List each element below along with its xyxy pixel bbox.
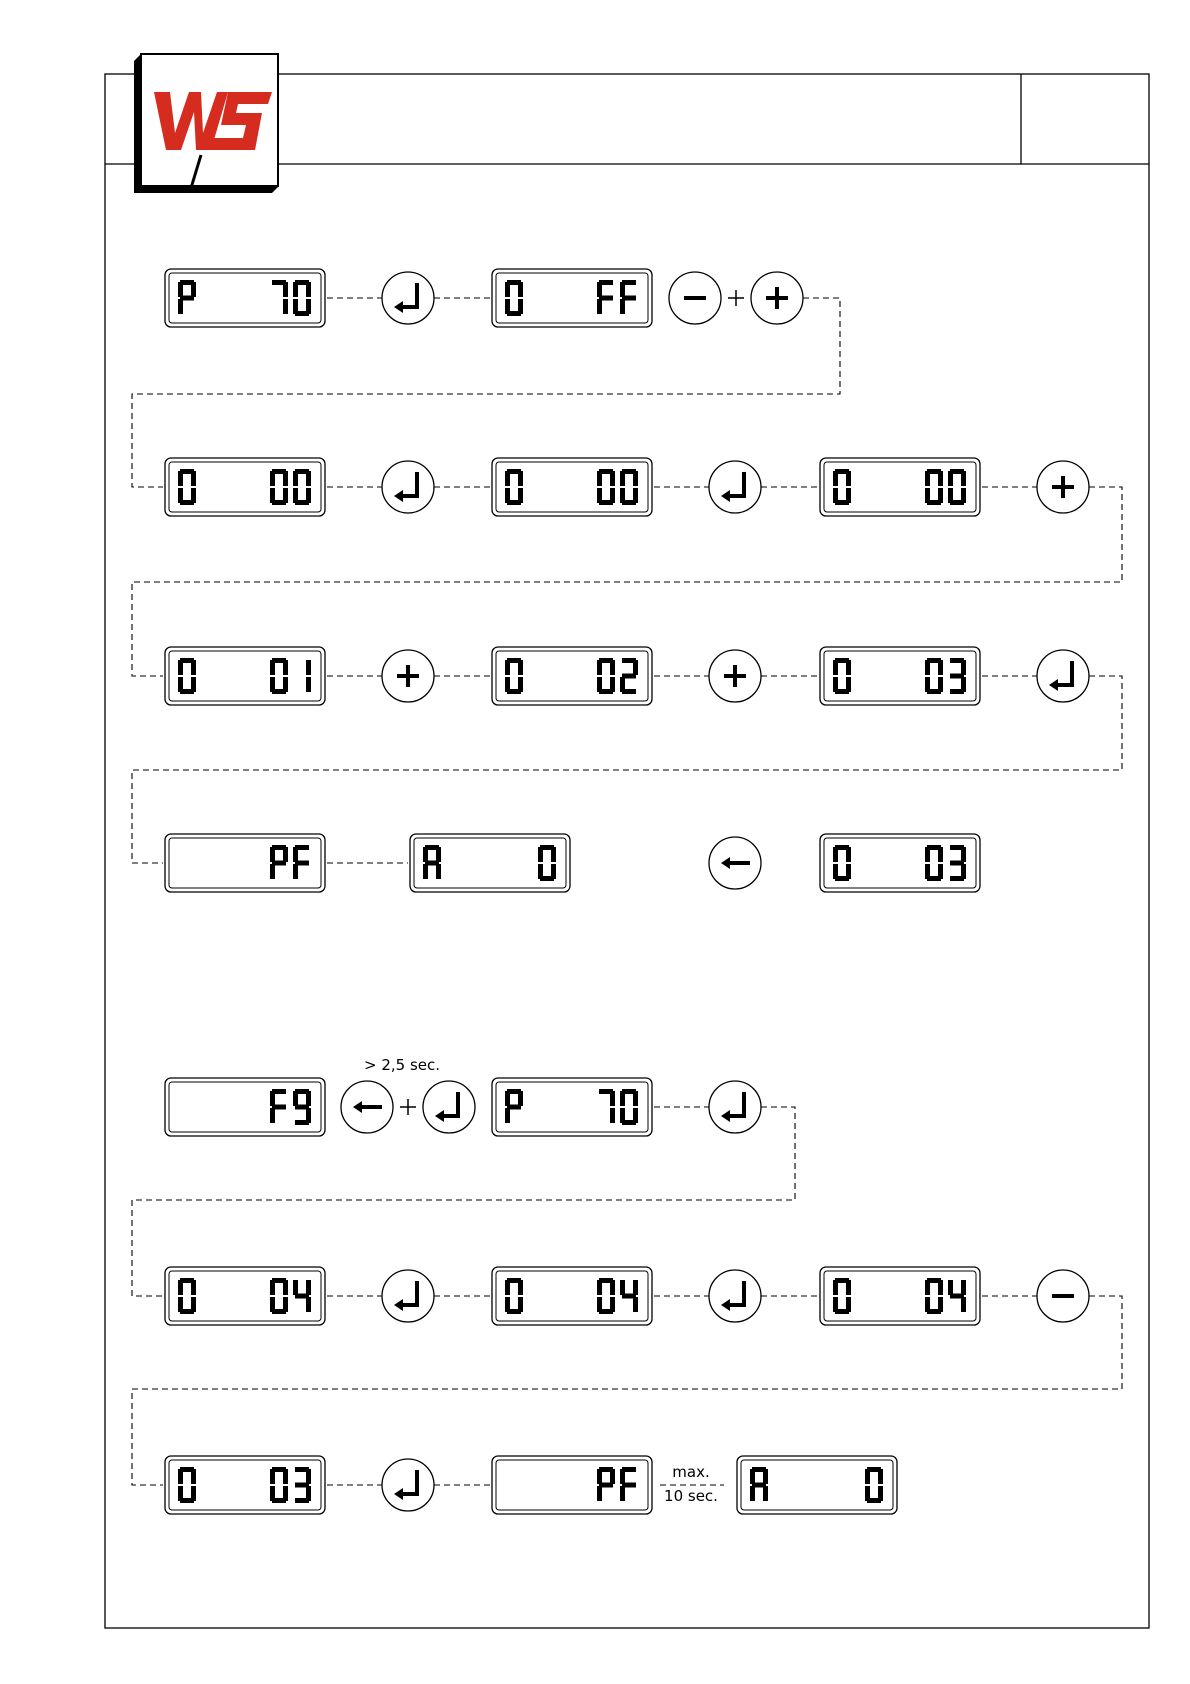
key-combo bbox=[728, 290, 744, 306]
display bbox=[492, 1456, 652, 1514]
display bbox=[410, 834, 570, 892]
enter-key-icon bbox=[709, 461, 761, 513]
display bbox=[492, 269, 652, 327]
enter-key-icon bbox=[382, 1270, 434, 1322]
display bbox=[165, 1078, 325, 1136]
hold-duration-note: > 2,5 sec. bbox=[364, 1056, 441, 1074]
enter-key-icon bbox=[423, 1081, 475, 1133]
display bbox=[165, 458, 325, 516]
key-combo bbox=[400, 1099, 416, 1115]
display bbox=[165, 1456, 325, 1514]
display bbox=[492, 458, 652, 516]
procedure-diagram bbox=[132, 269, 1122, 1514]
display bbox=[165, 269, 325, 327]
display bbox=[165, 647, 325, 705]
plus-key-icon bbox=[751, 272, 803, 324]
timeout-note-bottom: 10 sec. bbox=[664, 1487, 718, 1505]
ws-logo bbox=[134, 54, 279, 193]
timeout-note-top: max. bbox=[672, 1463, 710, 1481]
enter-key-icon bbox=[1037, 650, 1089, 702]
display bbox=[165, 1267, 325, 1325]
back-arrow-key-icon bbox=[709, 837, 761, 889]
enter-key-icon bbox=[382, 1459, 434, 1511]
enter-key-icon bbox=[382, 461, 434, 513]
minus-key-icon bbox=[1037, 1270, 1089, 1322]
display bbox=[737, 1456, 897, 1514]
enter-key-icon bbox=[709, 1081, 761, 1133]
minus-key-icon bbox=[669, 272, 721, 324]
display bbox=[492, 1267, 652, 1325]
display bbox=[492, 647, 652, 705]
display bbox=[165, 834, 325, 892]
back-arrow-key-icon bbox=[341, 1081, 393, 1133]
display bbox=[492, 1078, 652, 1136]
plus-key-icon bbox=[382, 650, 434, 702]
display bbox=[820, 1267, 980, 1325]
enter-key-icon bbox=[382, 272, 434, 324]
display bbox=[820, 834, 980, 892]
display bbox=[820, 458, 980, 516]
enter-key-icon bbox=[709, 1270, 761, 1322]
plus-key-icon bbox=[709, 650, 761, 702]
display bbox=[820, 647, 980, 705]
plus-key-icon bbox=[1037, 461, 1089, 513]
